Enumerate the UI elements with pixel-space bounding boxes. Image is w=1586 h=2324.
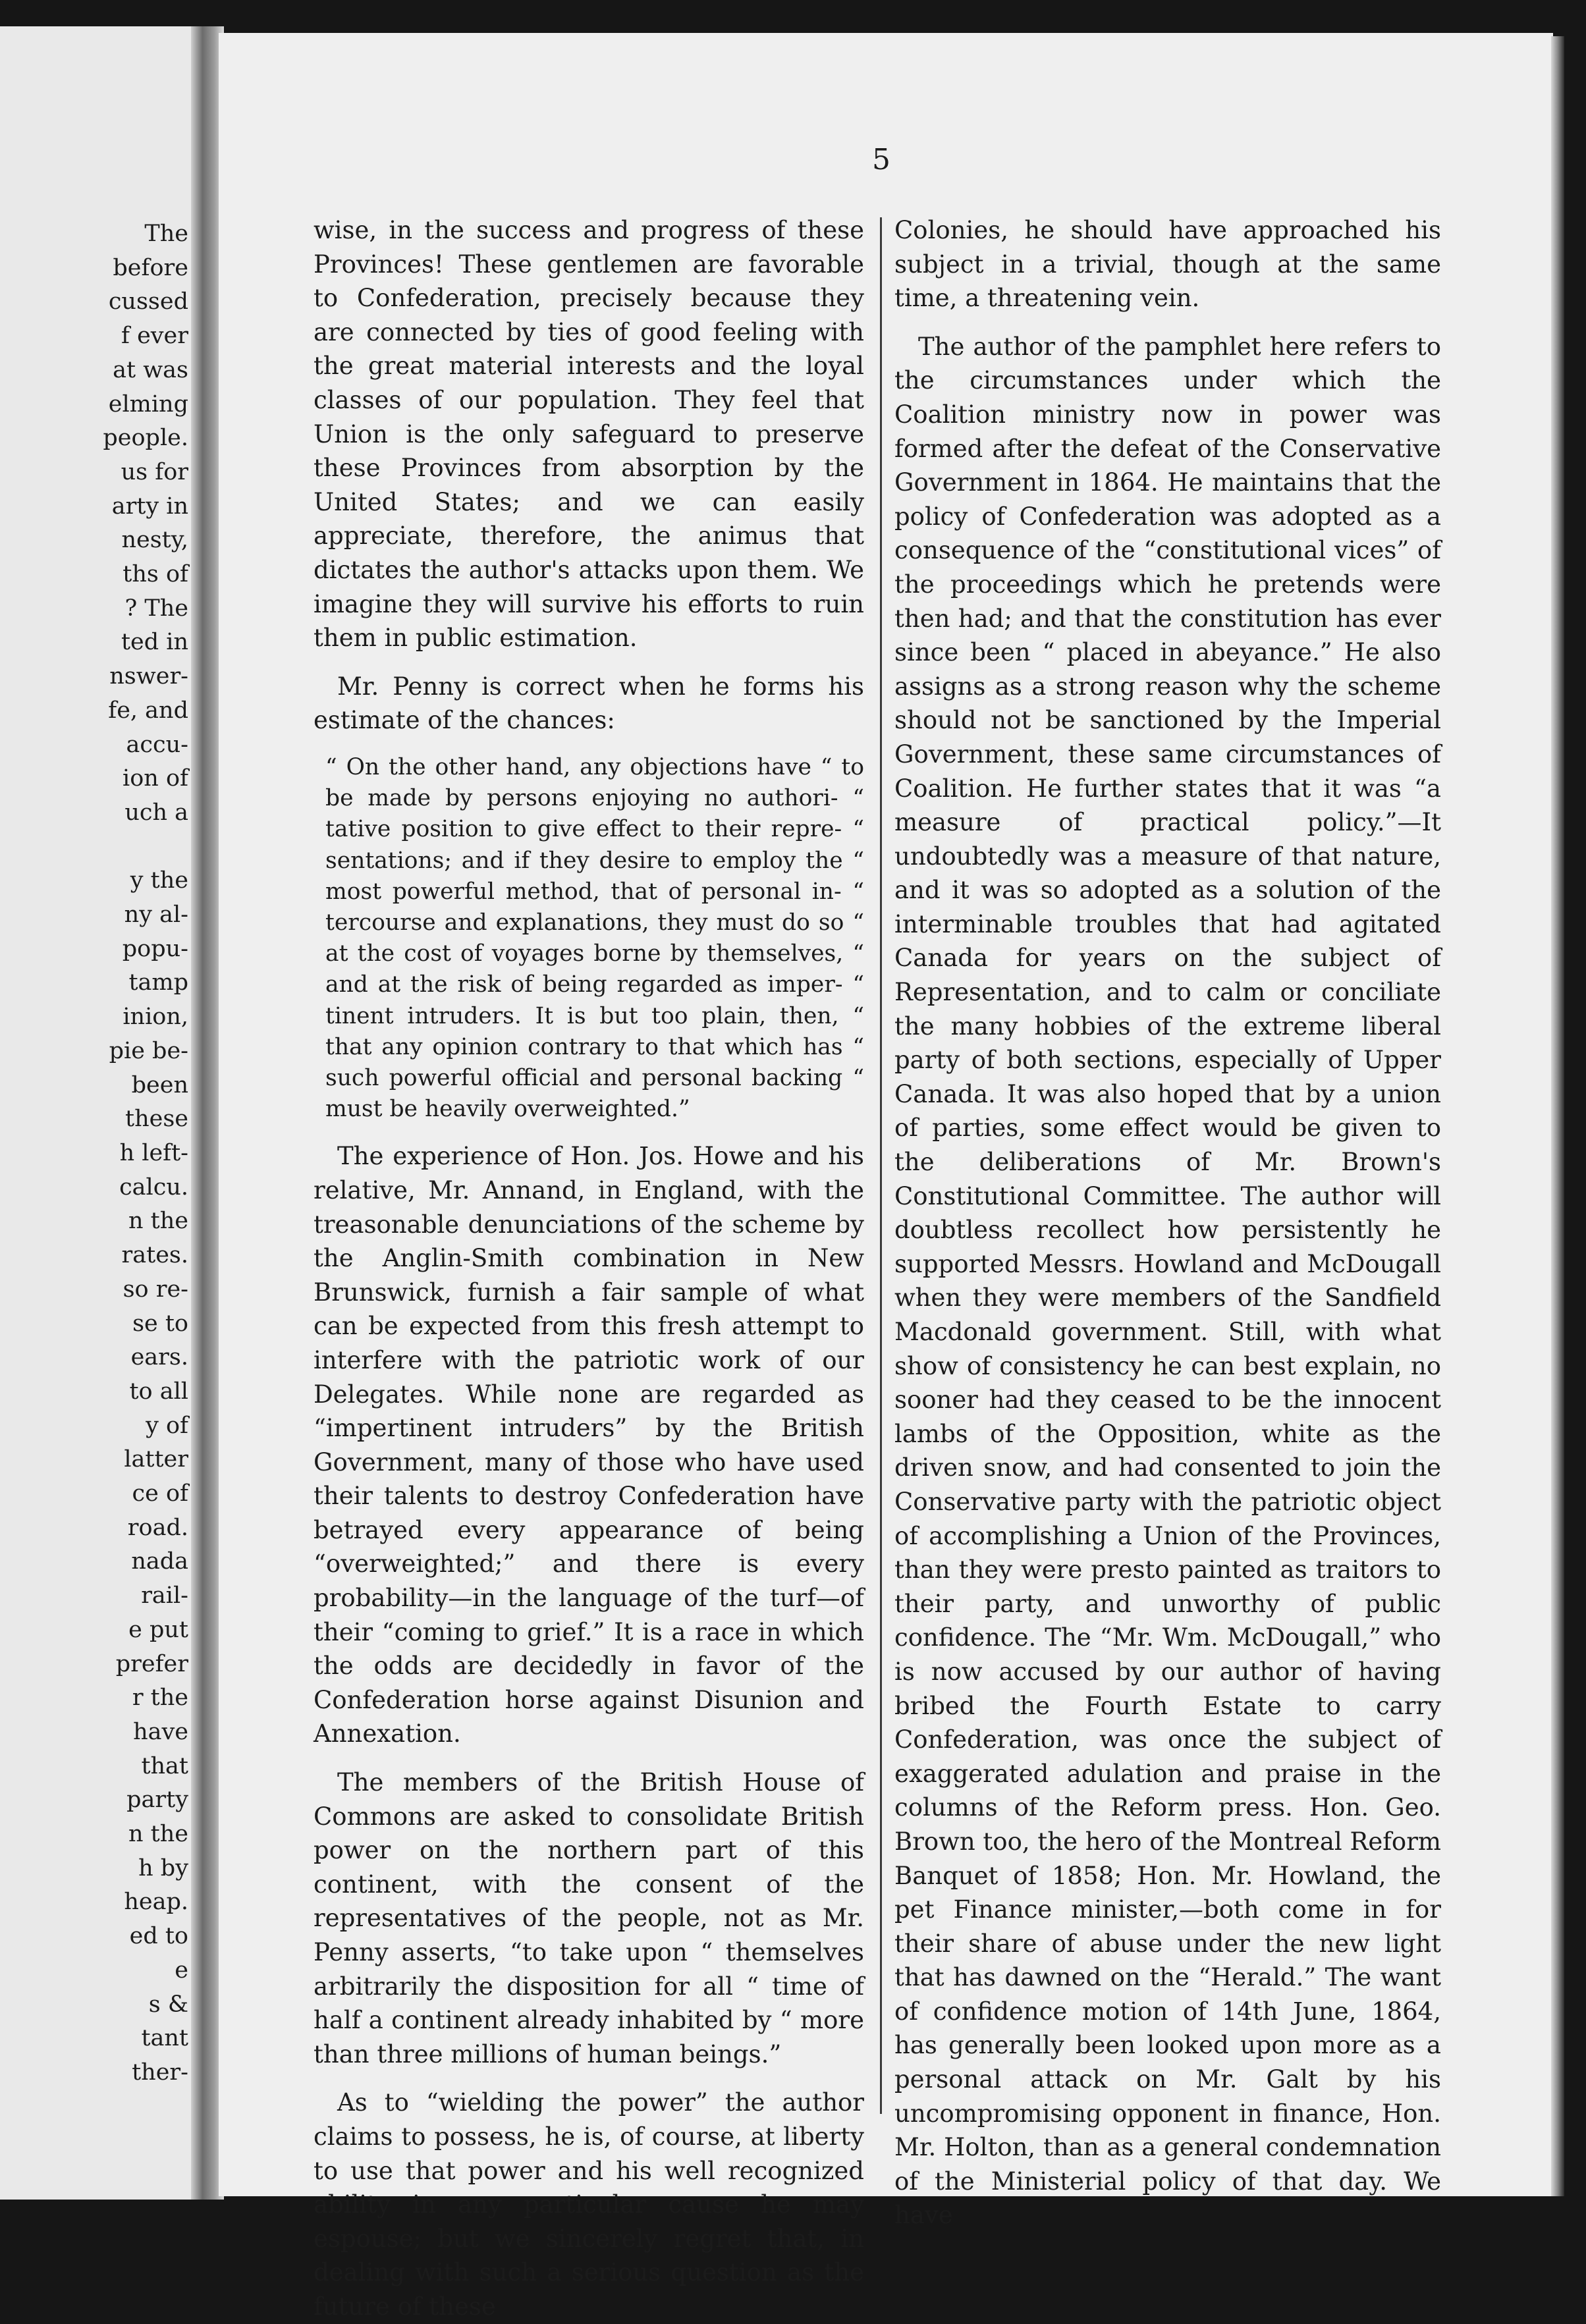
facing-page-line: arty in	[111, 493, 188, 520]
facing-page-line: that	[141, 1752, 188, 1779]
facing-page-line: ? The	[124, 595, 188, 622]
facing-page-text	[0, 217, 198, 2090]
column-right	[894, 213, 1441, 2232]
facing-page-line: fe, and	[108, 697, 188, 724]
facing-page-line: The	[144, 221, 188, 247]
facing-page-line: ths of	[123, 561, 188, 588]
facing-page-line	[0, 830, 198, 865]
page-number: 5	[872, 143, 890, 176]
paragraph: The author of the pamphlet here refers to the circumstances under which the Coalition ministry now in power was formed after the defeat of the Conservative Government in 1864. He maintains that the policy of Confederation was adopted as a consequence of the “constitutional vices” of the proceedings which he pretends were then had; and that the constitution has ever since been “ placed in abeyance.” He also assigns as a strong reason why the scheme should not be sanctioned by the Imperial Government, these same circumstances of Coalition. He further states that it was “a measure of practical policy.”—It undoubtedly was a measure of that nature, and it was so adopted as a solution of the interminable troubles that had agitated Canada for years on the subject of Representation, and to calm or conciliate the many hobbies of the extreme liberal party of both sections, especially of Upper Canada. It was also hoped that by a union of parties, some effect would be given to the deliberations of Mr. Brown's Constitutional Committee. The author will doubtless recollect how persistently he supported Messrs. Howland and McDougall when they were members of the Sandfield Macdonald government. Still, with what show of consistency he can best explain, no sooner had they ceased to be the innocent lambs of the Opposition, white as the driven snow, and had consented to join the Conservative party with the patriotic object of accomplishing a Union of the Provinces, than they were presto painted as traitors to their party, and unworthy of public confidence. The “Mr. Wm. McDougall,” who is now accused by our author of having bribed the Fourth Estate to carry Confederation, was once the subject of exaggerated adulation and praise in the columns of the Reform press. Hon. Geo. Brown too, the hero of the Montreal Reform Banquet of 1858; Hon. Mr. Howland, the pet Finance minister,—both come in for their share of abuse under the new light that has dawned on the “Herald.” The want of confidence motion of 14th June, 1864, has generally been looked upon more as a personal attack on Mr. Galt by his uncompromising opponent in finance, Hon. Mr. Holton, than as a general condemnation of the Ministerial policy of that day. We have	[894, 332, 1441, 2230]
facing-page-line: accu-	[126, 731, 188, 758]
facing-page-line: ce of	[132, 1480, 188, 1507]
facing-page-line: road.	[127, 1514, 188, 1541]
facing-page	[0, 26, 198, 2200]
page-edge	[1551, 36, 1564, 2196]
block-quote: “ On the other hand, any objections have “ to be made by persons enjoying no authori- “ tative position to give effect to their repre- “ sentations; and if they desire to employ the “ most powerful method, that of personal in- “ tercourse and explanations, they must do so “ at the cost of voyages borne by themselves, “ and at the risk of being regarded as imper- “ tinent intruders. It is but too plain, then, “ that any opinion contrary to that which has “ such powerful official and personal backing “ must be heavily overweighted.”	[325, 753, 864, 1123]
facing-page-line: at was	[113, 356, 188, 383]
facing-page-line: ed to	[129, 1923, 188, 1950]
facing-page-line: to all	[129, 1378, 188, 1405]
facing-page-line: people.	[103, 425, 188, 452]
facing-page-line: e put	[128, 1616, 188, 1643]
facing-page-line: before	[113, 254, 188, 281]
facing-page-line: e	[175, 1957, 188, 1984]
facing-page-line: uch a	[124, 799, 188, 826]
facing-page-line: nesty,	[121, 527, 188, 554]
facing-page-line: ion of	[123, 765, 188, 792]
facing-page-line: prefer	[115, 1650, 188, 1677]
facing-page-line: ther-	[132, 2059, 188, 2086]
facing-page-line: ny al-	[124, 902, 188, 929]
facing-page-line: nswer-	[109, 663, 188, 690]
facing-page-line: us for	[121, 458, 188, 485]
facing-page-line: ted in	[121, 629, 188, 656]
facing-page-line: have	[133, 1718, 188, 1745]
facing-page-line: y the	[130, 867, 188, 894]
facing-page-line: ears.	[130, 1344, 188, 1371]
facing-page-line: cussed	[108, 288, 188, 315]
facing-page-line: r the	[132, 1685, 188, 1712]
paragraph: wise, in the success and progress of these Provinces! These gentlemen are favorable to Confederation, precisely because they are connected by ties of good feeling with the great material interests and the loyal classes of our population. They feel that Union is the only safeguard to preserve these Provinces from absorption by the United States; and we can easily appreciate, therefore, the animus that dictates the author's attacks upon them. We imagine they will survive his efforts to ruin them in public estimation.	[314, 216, 864, 653]
facing-page-line: y of	[146, 1412, 188, 1439]
facing-page-line: so re-	[123, 1276, 188, 1303]
paragraph: As to “wielding the power” the author claims to possess, he is, of course, at liberty to use that power and his well recognized ability in any particular cause he may espouse; but we sincerely regret that, in dealing with such a serious question as the future of these	[314, 2088, 864, 2321]
facing-page-line: tant	[141, 2025, 188, 2052]
facing-page-line: h by	[138, 1854, 188, 1881]
column-left	[314, 213, 864, 2324]
facing-page-line: rates.	[121, 1242, 188, 1269]
paragraph: The experience of Hon. Jos. Howe and his relative, Mr. Annand, in England, with the treasonable denunciations of the scheme by the Anglin-Smith combination in New Brunswick, furnish a fair sample of what can be expected from this fresh attempt to interfere with the patriotic work of our Delegates. While none are regarded as “impertinent intruders” by the British Government, many of those who have used their talents to destroy Confederation have betrayed every appearance of being “overweighted;” and there is every probability—in the language of the turf—of their “coming to grief.” It is a race in which the odds are decidedly in favor of the Confederation horse against Disunion and Annexation.	[314, 1142, 864, 1748]
paragraph: Mr. Penny is correct when he forms his estimate of the chances:	[314, 672, 864, 735]
paragraph: The members of the British House of Commons are asked to consolidate British power on the northern part of this continent, with the consent of the representatives of the people, not as Mr. Penny asserts, “to take upon “ themselves arbitrarily the disposition for all “ time of half a continent already inhabited by “ more than three millions of human beings.”	[314, 1768, 864, 2068]
facing-page-line: tamp	[128, 969, 188, 996]
facing-page-line: latter	[124, 1446, 188, 1473]
facing-page-line: these	[125, 1106, 188, 1133]
facing-page-line: s &	[148, 1991, 188, 2018]
facing-page-line: been	[131, 1071, 188, 1098]
facing-page-line: inion,	[123, 1004, 188, 1031]
facing-page-line: rail-	[141, 1582, 188, 1609]
facing-page-line: se to	[132, 1310, 188, 1337]
paragraph: Colonies, he should have approached his subject in a trivial, though at the same time, a threatening vein.	[894, 216, 1441, 313]
facing-page-line: f ever	[121, 323, 188, 350]
facing-page-line: nada	[131, 1548, 188, 1575]
facing-page-line: n the	[128, 1821, 188, 1848]
column-rule	[880, 217, 882, 2114]
facing-page-line: pie be-	[109, 1037, 188, 1064]
facing-page-line: n the	[128, 1208, 188, 1235]
facing-page-line: party	[126, 1787, 188, 1814]
facing-page-line: elming	[108, 391, 188, 418]
facing-page-line: h left-	[119, 1139, 188, 1166]
facing-page-line: popu-	[122, 935, 188, 962]
facing-page-line: heap.	[124, 1889, 188, 1916]
facing-page-line: calcu.	[119, 1174, 188, 1201]
